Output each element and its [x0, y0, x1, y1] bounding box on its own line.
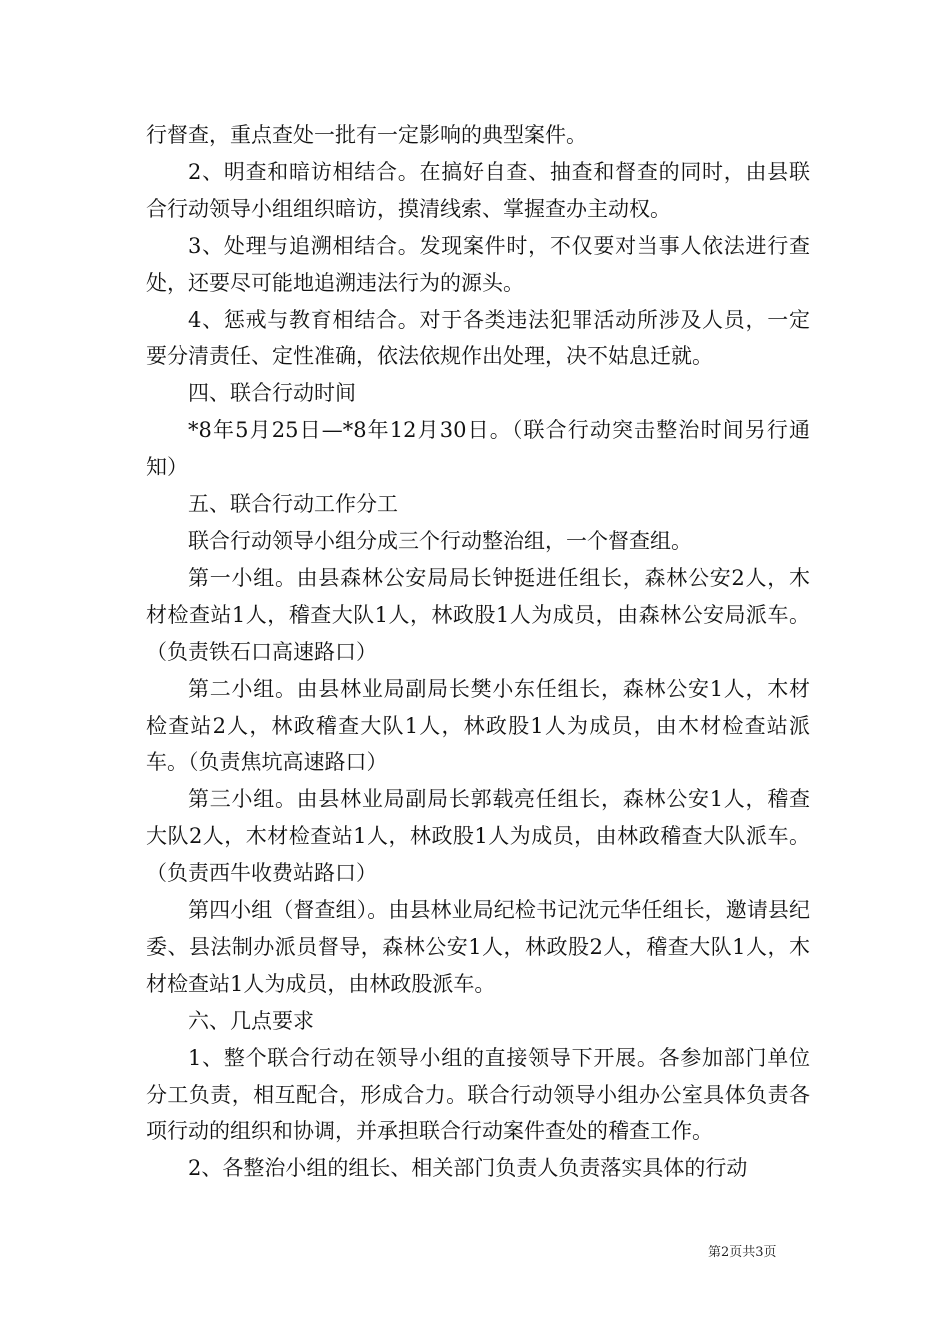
paragraph: *8年5月25日—*8年12月30日。（联合行动突击整治时间另行通知）	[146, 418, 810, 480]
paragraph: 3、处理与追溯相结合。发现案件时，不仅要对当事人依法进行查处，还要尽可能地追溯违法行为的源头。	[146, 233, 810, 295]
paragraph: 1、整个联合行动在领导小组的直接领导下开展。各参加部门单位分工负责，相互配合，形成合力。联合行动领导小组办公室具体负责各项行动的组织和协调，并承担联合行动案件查处的稽查工作。	[146, 1045, 810, 1144]
paragraph: 4、惩戒与教育相结合。对于各类违法犯罪活动所涉及人员，一定要分清责任、定性准确，依法依规作出处理，决不姑息迁就。	[146, 307, 810, 369]
paragraph: 第三小组。由县林业局副局长郭载亮任组长，森林公安1人，稽查大队2人，木材检查站1人，林政股1人为成员，由林政稽查大队派车。（负责西牛收费站路口）	[146, 787, 810, 886]
paragraph: 联合行动领导小组分成三个行动整治组，一个督查组。	[188, 528, 692, 553]
paragraph: 行督查，重点查处一批有一定影响的典型案件。	[146, 123, 587, 147]
page-number-footer: 第2页共3页	[708, 1245, 777, 1260]
document-body	[146, 117, 810, 1187]
section-heading: 四、联合行动时间	[188, 381, 356, 406]
paragraph: 第四小组（督查组）。由县林业局纪检书记沈元华任组长，邀请县纪委、县法制办派员督导，森林公安1人，林政股2人，稽查大队1人，木材检查站1人为成员，由林政股派车。	[146, 898, 810, 996]
paragraph: 2、明查和暗访相结合。在搞好自查、抽查和督查的同时，由县联合行动领导小组组织暗访，摸清线索、掌握查办主动权。	[146, 159, 810, 221]
paragraph: 第一小组。由县森林公安局局长钟挺进任组长，森林公安2人，木材检查站1人，稽查大队1人，林政股1人为成员，由森林公安局派车。（负责铁石口高速路口）	[146, 565, 810, 664]
paragraph: 第二小组。由县林业局副局长樊小东任组长，森林公安1人，木材检查站2人，林政稽查大队1人，林政股1人为成员，由木材检查站派车。（负责焦坑高速路口）	[146, 676, 810, 775]
section-heading: 五、联合行动工作分工	[188, 492, 398, 517]
paragraph: 2、各整治小组的组长、相关部门负责人负责落实具体的行动	[188, 1156, 748, 1181]
section-heading: 六、几点要求	[188, 1008, 314, 1033]
